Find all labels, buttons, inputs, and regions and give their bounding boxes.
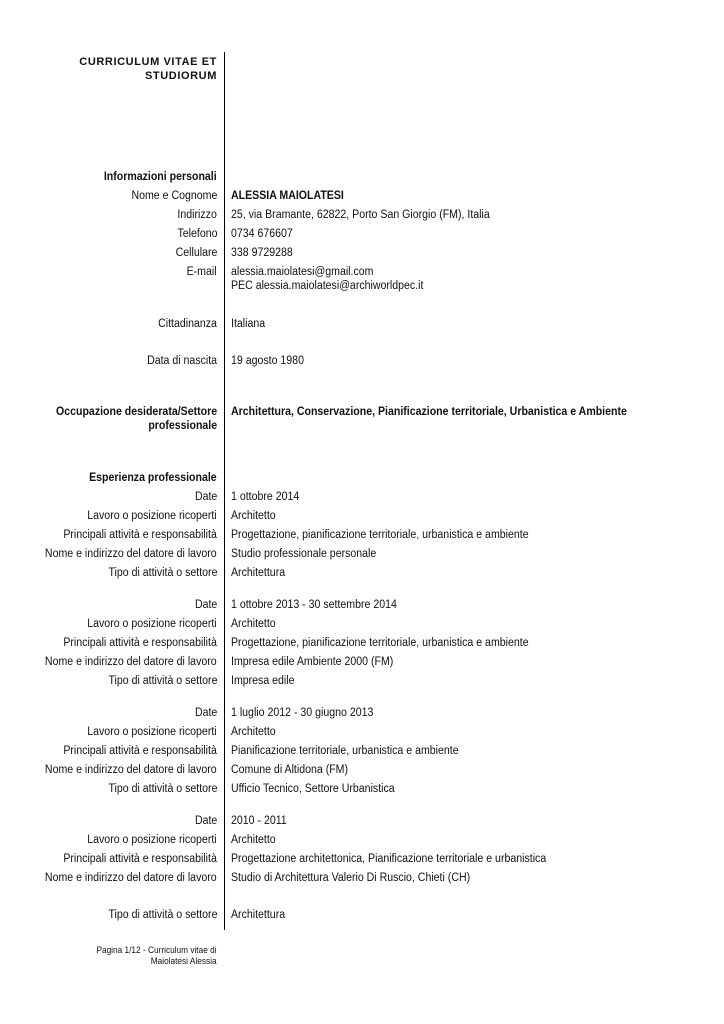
email-label: E-mail [187, 266, 217, 278]
document-title-line2: STUDIORUM [144, 69, 217, 82]
email-value: alessia.maiolatesi@gmail.com [231, 266, 374, 278]
exp-role-value: Architetto [231, 510, 276, 522]
document-title-line1: CURRICULUM VITAE ET [79, 56, 217, 68]
exp-sector-label: Tipo di attività o settore [108, 909, 217, 921]
name-value: ALESSIA MAIOLATESI [231, 190, 344, 202]
exp-sector-value: Ufficio Tecnico, Settore Urbanistica [231, 783, 395, 795]
exp-sector-label: Tipo di attività o settore [108, 783, 217, 795]
exp-sector-label: Tipo di attività o settore [108, 675, 217, 687]
exp-role-label: Lavoro o posizione ricoperti [87, 510, 217, 522]
exp-employer-label: Nome e indirizzo del datore di lavoro [45, 656, 217, 668]
section-title-experience: Esperienza professionale [89, 472, 217, 484]
address-label: Indirizzo [177, 209, 217, 221]
citizenship-value: Italiana [231, 318, 266, 330]
birth-label: Data di nascita [147, 355, 217, 367]
exp-employer-value: Studio professionale personale [231, 548, 377, 560]
exp-sector-value: Architettura [231, 567, 286, 579]
exp-date-label: Date [194, 815, 217, 827]
exp-activities-value: Pianificazione territoriale, urbanistica e ambiente [231, 745, 459, 757]
exp-role-label: Lavoro o posizione ricoperti [87, 834, 217, 846]
phone-value: 0734 676607 [231, 228, 293, 240]
exp-role-value: Architetto [231, 726, 276, 738]
exp-role-label: Lavoro o posizione ricoperti [87, 618, 217, 630]
exp-employer-label: Nome e indirizzo del datore di lavoro [45, 548, 217, 560]
occupation-label-line2: professionale [148, 420, 217, 432]
exp-employer-label: Nome e indirizzo del datore di lavoro [45, 872, 217, 884]
occupation-label-line1: Occupazione desiderata/Settore [55, 406, 217, 418]
exp-sector-value: Architettura [231, 909, 286, 921]
exp-date-label: Date [194, 491, 217, 503]
exp-activities-value: Progettazione architettonica, Pianificazione territoriale e urbanistica [231, 853, 547, 865]
mobile-label: Cellulare [175, 247, 217, 259]
birth-value: 19 agosto 1980 [231, 355, 304, 367]
mobile-value: 338 9729288 [231, 247, 293, 259]
exp-date-label: Date [194, 707, 217, 719]
section-title-personal: Informazioni personali [104, 171, 217, 183]
exp-role-value: Architetto [231, 834, 276, 846]
page-footer [97, 945, 217, 967]
document-title [79, 56, 217, 83]
exp-employer-label: Nome e indirizzo del datore di lavoro [45, 764, 217, 776]
citizenship-label: Cittadinanza [158, 318, 217, 330]
occupation-label [56, 405, 217, 433]
exp-sector-label: Tipo di attività o settore [108, 567, 217, 579]
exp-employer-value: Impresa edile Ambiente 2000 (FM) [231, 656, 394, 668]
footer-line1: Pagina 1/12 - Curriculum vitae di [96, 945, 217, 955]
exp-activities-label: Principali attività e responsabilità [63, 853, 217, 865]
address-value: 25, via Bramante, 62822, Porto San Giorgio (FM), Italia [231, 209, 490, 221]
exp-activities-value: Progettazione, pianificazione territoriale, urbanistica e ambiente [231, 529, 529, 541]
exp-date-value: 2010 - 2011 [231, 815, 287, 827]
exp-date-value: 1 luglio 2012 - 30 giugno 2013 [231, 707, 374, 719]
exp-activities-value: Progettazione, pianificazione territoriale, urbanistica e ambiente [231, 637, 529, 649]
exp-activities-label: Principali attività e responsabilità [63, 529, 217, 541]
exp-employer-value: Comune di Altidona (FM) [231, 764, 349, 776]
exp-activities-label: Principali attività e responsabilità [63, 745, 217, 757]
exp-role-value: Architetto [231, 618, 276, 630]
exp-date-value: 1 ottobre 2013 - 30 settembre 2014 [231, 599, 397, 611]
exp-sector-value: Impresa edile [231, 675, 295, 687]
exp-employer-value: Studio di Architettura Valerio Di Ruscio, Chieti (CH) [231, 872, 471, 884]
exp-date-value: 1 ottobre 2014 [231, 491, 300, 503]
exp-role-label: Lavoro o posizione ricoperti [87, 726, 217, 738]
footer-line2: Maiolatesi Alessia [151, 956, 217, 966]
phone-label: Telefono [176, 228, 217, 240]
occupation-value: Architettura, Conservazione, Pianificazione territoriale, Urbanistica e Ambiente [231, 406, 627, 418]
name-label: Nome e Cognome [131, 190, 217, 202]
exp-date-label: Date [194, 599, 217, 611]
exp-activities-label: Principali attività e responsabilità [63, 637, 217, 649]
pec-value: PEC alessia.maiolatesi@archiworldpec.it [231, 280, 424, 292]
column-divider [224, 52, 225, 930]
